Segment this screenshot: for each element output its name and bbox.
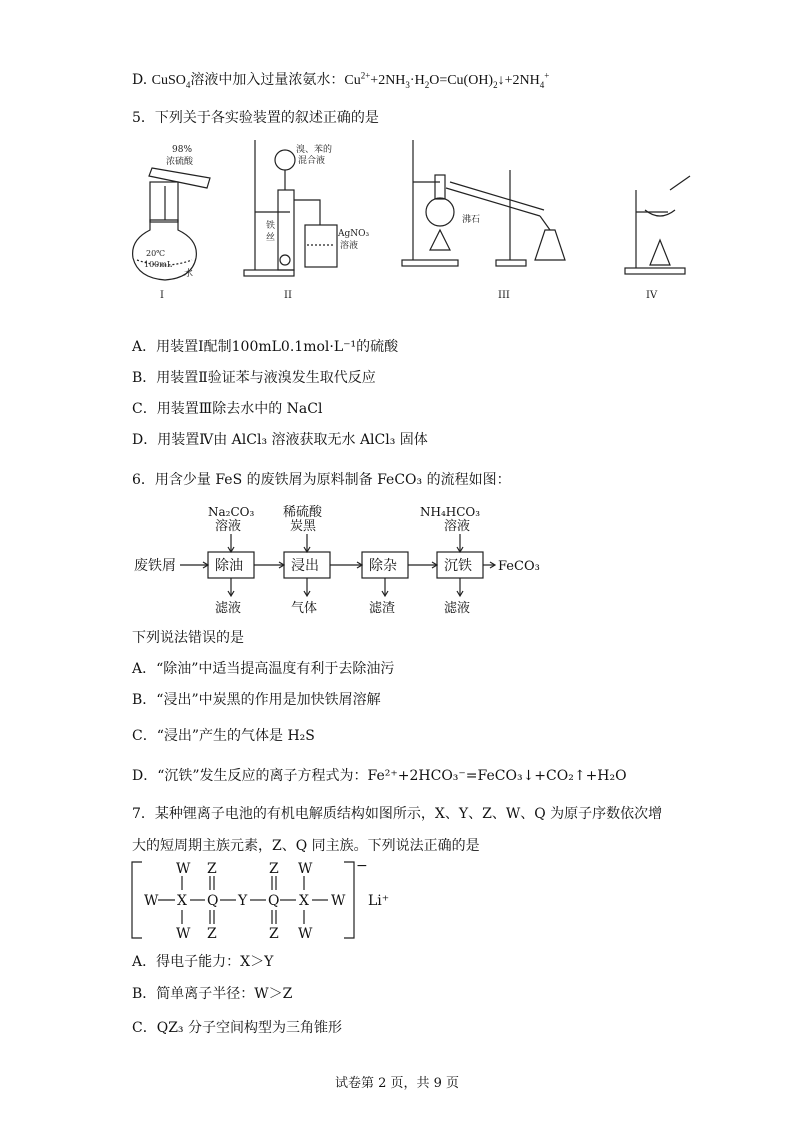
flask-mark-volume: 100mL <box>144 260 173 269</box>
q4-option-d <box>132 70 549 91</box>
atom-w-bot-1: W <box>176 926 191 942</box>
q7-option-b: B．简单离子半径：W＞Z <box>132 986 293 1002</box>
cuso4-formula: CuSO$_4$ <box>151 73 191 90</box>
q5-option-d: D．用装置Ⅳ由 AlCl₃ 溶液获取无水 AlCl₃ 固体 <box>132 432 428 448</box>
atom-w-top-2: W <box>298 861 313 877</box>
flow-step-2: 浸出 <box>291 558 319 574</box>
atom-x-1: X <box>177 893 187 909</box>
flow-output-2: 气体 <box>291 601 318 616</box>
atom-y: Y <box>238 893 248 909</box>
q6-option-d: D．“沉铁”发生反应的离子方程式为：Fe²⁺+2HCO₃⁻=FeCO₃↓+CO₂↑+H₂O <box>132 768 627 784</box>
apparatus-4 <box>625 176 690 274</box>
acid-label-1: 98% <box>172 145 193 155</box>
water-label: 水 <box>184 269 194 279</box>
atom-w-top-1: W <box>176 861 191 877</box>
q5-stem: 5．下列关于各实验装置的叙述正确的是 <box>132 110 379 126</box>
iron-label-2: 丝 <box>266 233 276 243</box>
atom-z-top-1: Z <box>207 861 217 877</box>
atom-x-2: X <box>299 893 309 909</box>
q6-flow-diagram <box>0 502 794 622</box>
mix-label-2: 混合液 <box>298 156 326 166</box>
flow-output-3: 滤渣 <box>369 601 396 616</box>
acid-label-2: 浓硫酸 <box>166 157 194 167</box>
anion-charge: − <box>356 858 368 874</box>
q7-stem-line1: 7．某种锂离子电池的有机电解质结构如图所示，X、Y、Z、W、Q 为原子序数依次增 <box>132 806 663 822</box>
agno3-label-1: AgNO₃ <box>338 229 370 239</box>
q5-option-c: C．用装置Ⅲ除去水中的 NaCl <box>132 401 323 417</box>
flow-input-1b: 溶液 <box>215 519 242 534</box>
flow-input-3a: NH₄HCO₃ <box>420 505 481 519</box>
q7-option-a: A．得电子能力：X＞Y <box>132 954 274 970</box>
atom-z-top-2: Z <box>269 861 279 877</box>
atom-q-1: Q <box>207 893 219 909</box>
flow-input-3b: 溶液 <box>444 519 471 534</box>
atom-w-left: W <box>144 893 159 909</box>
lithium-cation: Li⁺ <box>368 893 390 909</box>
flow-input-1a: Na₂CO₃ <box>208 505 255 519</box>
label-III: III <box>498 290 510 301</box>
flow-product: FeCO₃ <box>498 559 540 574</box>
label-II: II <box>284 290 292 301</box>
flow-start: 废铁屑 <box>134 558 176 574</box>
equation: $Cu^{2+}+2NH_3\cdot H_2O=Cu(OH)_2↓+2NH_4^+$ <box>344 70 550 90</box>
q5-apparatus-figure <box>0 130 794 330</box>
apparatus-3 <box>402 140 565 266</box>
flask-mark-temp: 20℃ <box>146 249 166 258</box>
label-I: I <box>160 290 164 301</box>
agno3-label-2: 溶液 <box>340 241 359 251</box>
label-IV: IV <box>646 290 658 301</box>
q6-option-c: C．“浸出”产生的气体是 H₂S <box>132 728 315 744</box>
flow-step-1: 除油 <box>215 558 243 574</box>
q5-option-a: A．用装置Ⅰ配制100mL0.1mol·L⁻¹的硫酸 <box>132 339 399 355</box>
flow-input-2a: 稀硫酸 <box>283 505 323 520</box>
q7-option-c: C．QZ₃ 分子空间构型为三角锥形 <box>132 1020 342 1036</box>
q7-structure <box>0 858 794 948</box>
q6-question: 下列说法错误的是 <box>132 630 244 646</box>
atom-q-2: Q <box>268 893 280 909</box>
atom-z-bot-2: Z <box>269 926 279 942</box>
stone-label: 沸石 <box>462 215 481 225</box>
flow-input-2b: 炭黑 <box>290 519 317 534</box>
flow-output-1: 滤液 <box>215 601 242 616</box>
atom-w-right: W <box>331 893 346 909</box>
q7-stem-line2: 大的短周期主族元素，Z、Q 同主族。下列说法正确的是 <box>132 838 480 854</box>
flow-step-3: 除杂 <box>369 558 397 574</box>
q6-option-b: B．“浸出”中炭黑的作用是加快铁屑溶解 <box>132 692 381 708</box>
atom-z-bot-1: Z <box>207 926 217 942</box>
flow-output-4: 滤液 <box>444 601 471 616</box>
option-text: 溶液中加入过量浓氨水： <box>190 72 345 88</box>
page-footer: 试卷第 2 页，共 9 页 <box>334 1076 460 1091</box>
option-label: D. <box>132 72 148 88</box>
iron-label-1: 铁 <box>266 221 276 231</box>
q5-option-b: B．用装置Ⅱ验证苯与液溴发生取代反应 <box>132 370 376 386</box>
q6-stem: 6．用含少量 FeS 的废铁屑为原料制备 FeCO₃ 的流程如图： <box>132 472 511 488</box>
atom-w-bot-2: W <box>298 926 313 942</box>
mix-label-1: 溴、苯的 <box>296 145 333 155</box>
q6-option-a: A．“除油”中适当提高温度有利于去除油污 <box>132 661 395 677</box>
flow-step-4: 沉铁 <box>444 558 472 574</box>
